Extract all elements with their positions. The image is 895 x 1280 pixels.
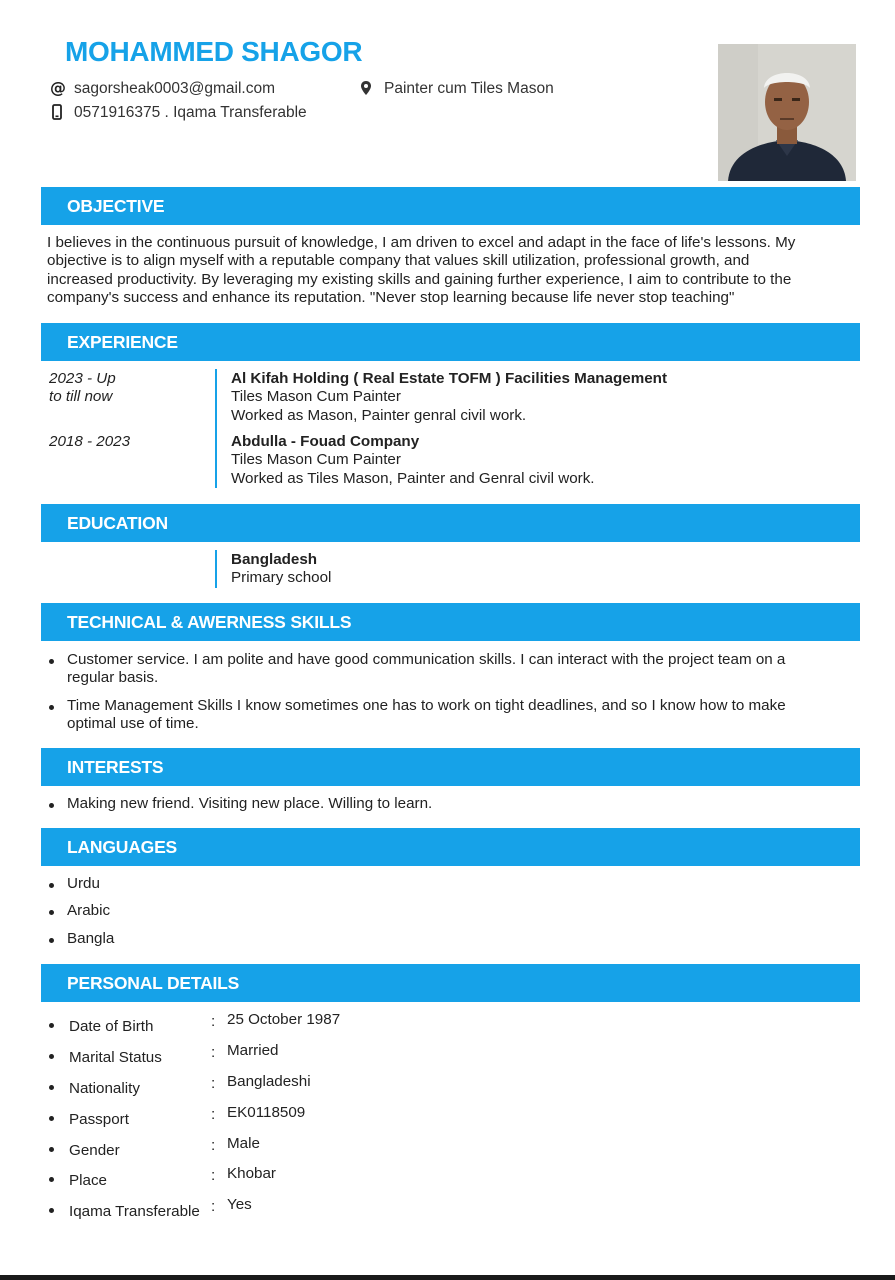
detail-label: Date of Birth [69,1018,154,1035]
personal-row [47,1104,647,1128]
objective-line: increased productivity. By leveraging my existing skills and gaining further experience, I aim to contribute to the [47,270,792,288]
objective-header [41,187,860,225]
date-start: 2023 - Up [49,370,116,387]
detail-label: Place [69,1172,107,1189]
objective-text [47,234,847,308]
mobile-phone-icon [50,104,66,122]
list-item: Arabic [47,902,847,920]
location-pin-icon [360,80,376,98]
list-item: Making new friend. Visiting new place. Willing to learn. [47,795,847,813]
skills-header [41,603,860,641]
detail-colon: : [211,1198,216,1215]
page-bottom-border [0,1275,895,1280]
personal-row [47,1011,647,1035]
job-role: Tiles Mason Cum Painter [231,451,401,469]
objective-line: I believes in the continuous pursuit of knowledge, I am driven to excel and adapt in the face of life's lessons. My [47,234,796,251]
list-item-line: optimal use of time. [67,715,199,733]
detail-value: Male [227,1135,260,1152]
at-sign-icon [50,80,66,98]
list-item: Bangla [47,930,847,948]
detail-colon: : [211,1137,216,1154]
education-place: Bangladesh [231,551,318,568]
experience-date [49,370,116,407]
detail-colon: : [211,1044,216,1061]
list-item-line: regular basis. [67,669,159,687]
skills-list [47,651,847,734]
objective-line: objective is to align myself with a reputable company that values skill utilization, professional growth, and [47,252,750,270]
experience-date [49,433,130,451]
personal-row [47,1196,647,1220]
education-header [41,504,860,542]
experience-header [41,323,860,361]
list-item: Urdu [47,875,847,893]
date-range: 2018 - 2023 [49,433,131,450]
detail-label: Nationality [69,1080,140,1097]
interests-header [41,748,860,786]
job-description: Worked as Mason, Painter genral civil work. [231,406,527,424]
detail-value: 25 October 1987 [227,1011,341,1028]
interests-list [47,795,847,813]
email-text[interactable]: sagorsheak0003@gmail.com [74,80,275,97]
detail-colon: : [211,1075,216,1092]
section-title: PERSONAL DETAILS [67,973,240,993]
position-text: Painter cum Tiles Mason [384,80,554,97]
experience-entry [231,433,595,488]
detail-label: Passport [69,1111,129,1128]
education-timeline-line [215,550,217,588]
detail-colon: : [211,1106,216,1123]
personal-row [47,1165,647,1189]
experience-entry [231,370,667,425]
detail-value: Married [227,1042,279,1059]
detail-value: Bangladeshi [227,1073,311,1090]
section-title: INTERESTS [67,757,164,777]
education-level: Primary school [231,569,332,587]
personal-row [47,1135,647,1159]
list-item [47,697,847,734]
section-title: TECHNICAL & AWERNESS SKILLS [67,612,352,632]
detail-label: Marital Status [69,1049,162,1066]
detail-label: Gender [69,1142,120,1159]
objective-line: company's success and enhance its reputation. "Never stop learning because life never stop teaching" [47,289,735,307]
list-item [47,651,847,688]
languages-header [41,828,860,866]
list-item-line: Time Management Skills I know sometimes one has to work on tight deadlines, and so I know how to make [67,696,786,714]
experience-timeline-line [215,369,217,488]
detail-value: Yes [227,1196,252,1213]
company-name: Abdulla - Fouad Company [231,433,420,450]
candidate-name: MOHAMMED SHAGOR [65,36,363,67]
personal-row [47,1073,647,1097]
section-title: OBJECTIVE [67,196,165,216]
company-name: Al Kifah Holding ( Real Estate TOFM ) Facilities Management [231,370,668,387]
detail-value: EK0118509 [227,1104,306,1121]
svg-text:@: @ [50,80,66,97]
date-end: to till now [49,388,113,406]
detail-label: Iqama Transferable [69,1203,200,1220]
job-role: Tiles Mason Cum Painter [231,388,401,406]
detail-colon: : [211,1167,216,1184]
profile-photo [718,44,856,181]
detail-value: Khobar [227,1165,276,1182]
education-entry [231,551,331,588]
languages-list [47,875,847,948]
detail-colon: : [211,1013,216,1030]
personal-details-header [41,964,860,1002]
section-title: EDUCATION [67,513,168,533]
section-title: EXPERIENCE [67,332,178,352]
personal-row [47,1042,647,1066]
phone-text: 0571916375 . Iqama Transferable [74,104,307,121]
section-title: LANGUAGES [67,837,178,857]
job-description: Worked as Tiles Mason, Painter and Genral civil work. [231,469,595,487]
list-item-line: Customer service. I am polite and have good communication skills. I can interact with the project team on a [67,651,786,668]
